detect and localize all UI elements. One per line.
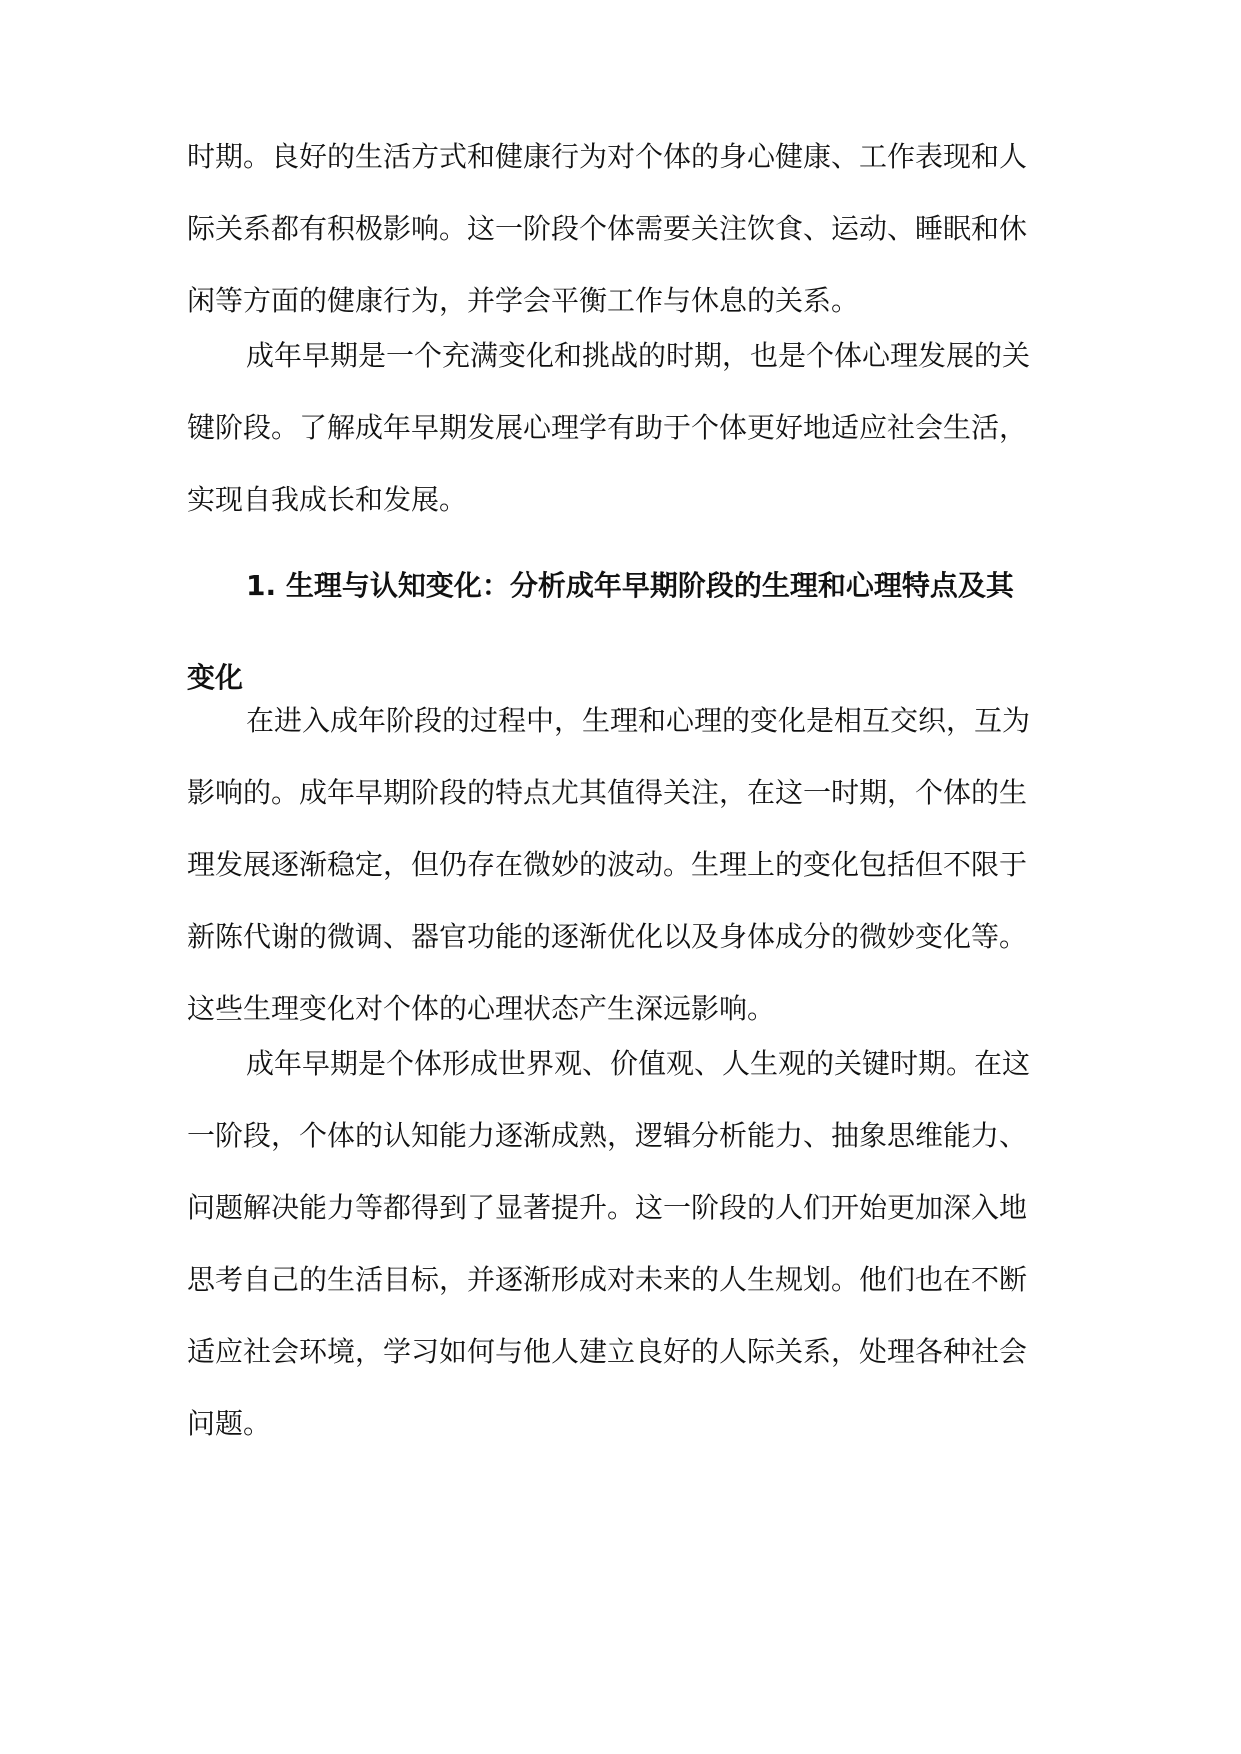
text-line: 键阶段。了解成年早期发展心理学有助于个体更好地适应社会生活， (187, 411, 1028, 444)
text-line: 一阶段，个体的认知能力逐渐成熟，逻辑分析能力、抽象思维能力、 (187, 1119, 1028, 1152)
text-line: 问题解决能力等都得到了显著提升。这一阶段的人们开始更加深入地 (187, 1191, 1028, 1224)
paragraph-physiological-changes (187, 685, 1055, 1045)
paragraph-cognitive-development (187, 1028, 1055, 1460)
heading-line: 变化 (187, 661, 244, 694)
text-line: 际关系都有积极影响。这一阶段个体需要关注饮食、运动、睡眠和休 (187, 212, 1028, 245)
text-line: 这些生理变化对个体的心理状态产生深远影响。 (187, 992, 776, 1025)
text-line: 影响的。成年早期阶段的特点尤其值得关注，在这一时期，个体的生 (187, 776, 1028, 809)
text-line: 新陈代谢的微调、器官功能的逐渐优化以及身体成分的微妙变化等。 (187, 920, 1028, 953)
text-line: 适应社会环境，学习如何与他人建立良好的人际关系，处理各种社会 (187, 1335, 1028, 1368)
text-line: 问题。 (187, 1407, 272, 1440)
paragraph-early-adulthood-summary (187, 320, 1055, 536)
text-line: 成年早期是个体形成世界观、价值观、人生观的关键时期。在这 (246, 1047, 1031, 1080)
text-line: 在进入成年阶段的过程中，生理和心理的变化是相互交织，互为 (246, 704, 1031, 737)
text-line: 实现自我成长和发展。 (187, 483, 468, 516)
paragraph-healthy-lifestyle (187, 121, 1055, 337)
text-line: 时期。良好的生活方式和健康行为对个体的身心健康、工作表现和人 (187, 140, 1028, 173)
text-line: 成年早期是一个充满变化和挑战的时期，也是个体心理发展的关 (246, 339, 1031, 372)
text-line: 理发展逐渐稳定，但仍存在微妙的波动。生理上的变化包括但不限于 (187, 848, 1028, 881)
text-line: 闲等方面的健康行为，并学会平衡工作与休息的关系。 (187, 284, 860, 317)
heading-line: 1. 生理与认知变化：分析成年早期阶段的生理和心理特点及其 (246, 569, 1014, 602)
text-line: 思考自己的生活目标，并逐渐形成对未来的人生规划。他们也在不断 (187, 1263, 1028, 1296)
